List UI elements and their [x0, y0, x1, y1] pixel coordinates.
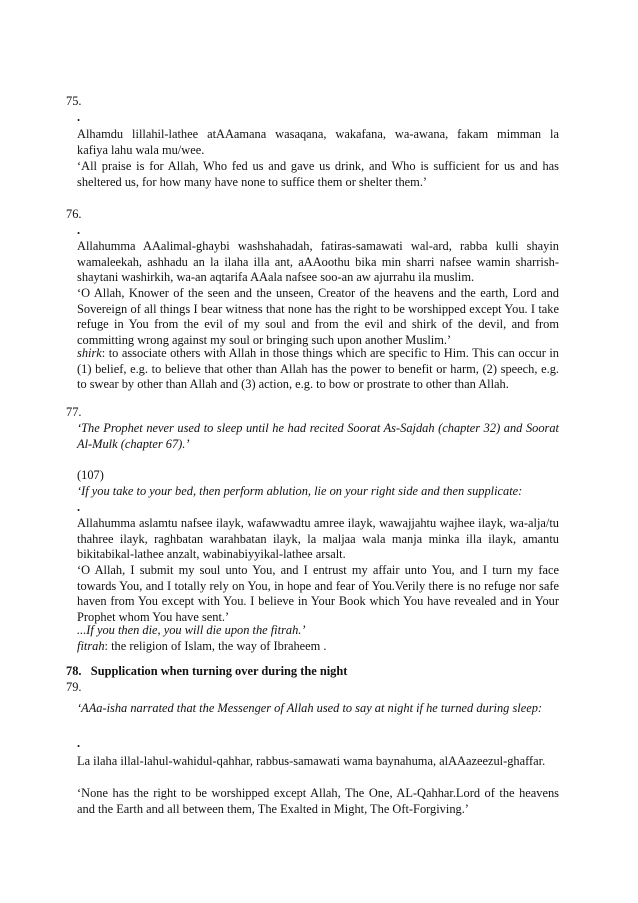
translation-paragraph: ‘O Allah, Knower of the seen and the unseen, Creator of the heavens and the earth, Lord and Sovereign of all things I bear witness that none has the right to be worshipped except You. I take refuge in You from the evil of my soul and from the evil and shirk of the devil, and from committing wrong against my soul or bringing such upon another Muslim.’	[77, 286, 559, 347]
hadith-quote: ‘The Prophet never used to sleep until he had recited Soorat As-Sajdah (chapter 32) and Soorat Al-Mulk (chapter 67).’	[77, 421, 559, 451]
glossary-term: shirk	[77, 346, 102, 360]
glossary-term: fitrah	[77, 639, 105, 653]
arabic-placeholder-dot: .	[77, 736, 81, 750]
section-number-78: 78.	[66, 664, 82, 678]
arabic-placeholder-dot: .	[77, 110, 81, 124]
translation-paragraph: ‘O Allah, I submit my soul unto You, and I entrust my affair unto You, and I turn my face towards You, and I totally rely on You, in hope and fear of You.Verily there is no refuge nor safe haven from You except with You. I believe in Your Book which You have revealed and in Your Prophet whom You have sent.’	[77, 563, 559, 624]
transliteration-paragraph: Allahumma AAalimal-ghaybi washshahadah, fatiras-samawati wal-ard, rabba kulli shayin wamaleekah, ashhadu an la ilaha illa ant, aAAoothu bika min sharri nafsee wamin sharrish-shaytani washirkih, wa-an aqtarifa AAala nafsee soo-an aw ajurrahu ila muslim.	[77, 239, 559, 285]
transliteration-line: Alhamdu lillahil-lathee atAAamana wasaqana, wakafana, wa-awana, fakam mimman la	[77, 127, 559, 141]
instruction-text: ‘If you take to your bed, then perform ablution, lie on your right side and then supplicate:	[77, 484, 523, 498]
arabic-placeholder-dot: .	[77, 223, 81, 237]
transliteration-paragraph: La ilaha illal-lahul-wahidul-qahhar, rabbus-samawati wama baynahuma, alAAazeezul-ghaffar.	[77, 754, 546, 768]
transliteration-line: kafiya lahu wala mu/wee.	[77, 143, 205, 157]
section-number-75: 75.	[66, 94, 82, 108]
section-title: Supplication when turning over during the night	[90, 664, 348, 678]
hadith-ending: ...If you then die, you will die upon the fitrah.’	[77, 623, 306, 637]
glossary-definition: : to associate others with Allah in those things which are specific to Him. This can occur in (1) belief, e.g. to believe that other than Allah has the power to benefit or harm, (2) speech, e.g. to swear by other than Allah and (3) action, e.g. to bow or prostrate to other than Allah.	[77, 346, 559, 392]
section-number-76: 76.	[66, 207, 82, 221]
section-number-79: 79.	[66, 680, 82, 694]
reference-number: (107)	[77, 468, 104, 482]
transliteration-paragraph: Allahumma aslamtu nafsee ilayk, wafawwadtu amree ilayk, wawajjahtu wajhee ilayk, wa-alja/tu thahree ilayk, raghbatan warahbatan ilayk, la maljaa wala manja minka illa ilayk, amantu bikitabikal-lathee anzalt, wabinabiyyikal-lathee arsalt.	[77, 516, 559, 562]
glossary-definition: : the religion of Islam, the way of Ibraheem .	[104, 639, 327, 653]
hadith-quote: ‘AAa-isha narrated that the Messenger of Allah used to say at night if he turned during sleep:	[77, 701, 543, 715]
glossary-note	[77, 346, 559, 393]
section-number-77: 77.	[66, 405, 82, 419]
translation-paragraph: ‘None has the right to be worshipped except Allah, The One, AL-Qahhar.Lord of the heavens and the Earth and all between them, The Exalted in Might, The Oft-Forgiving.’	[77, 786, 559, 816]
glossary-note	[77, 639, 559, 655]
translation-paragraph: ‘All praise is for Allah, Who fed us and gave us drink, and Who is sufficient for us and has sheltered us, for how many have none to suffice them or shelter them.’	[77, 159, 559, 189]
arabic-placeholder-dot: .	[77, 500, 81, 514]
section-heading-78	[66, 664, 347, 680]
